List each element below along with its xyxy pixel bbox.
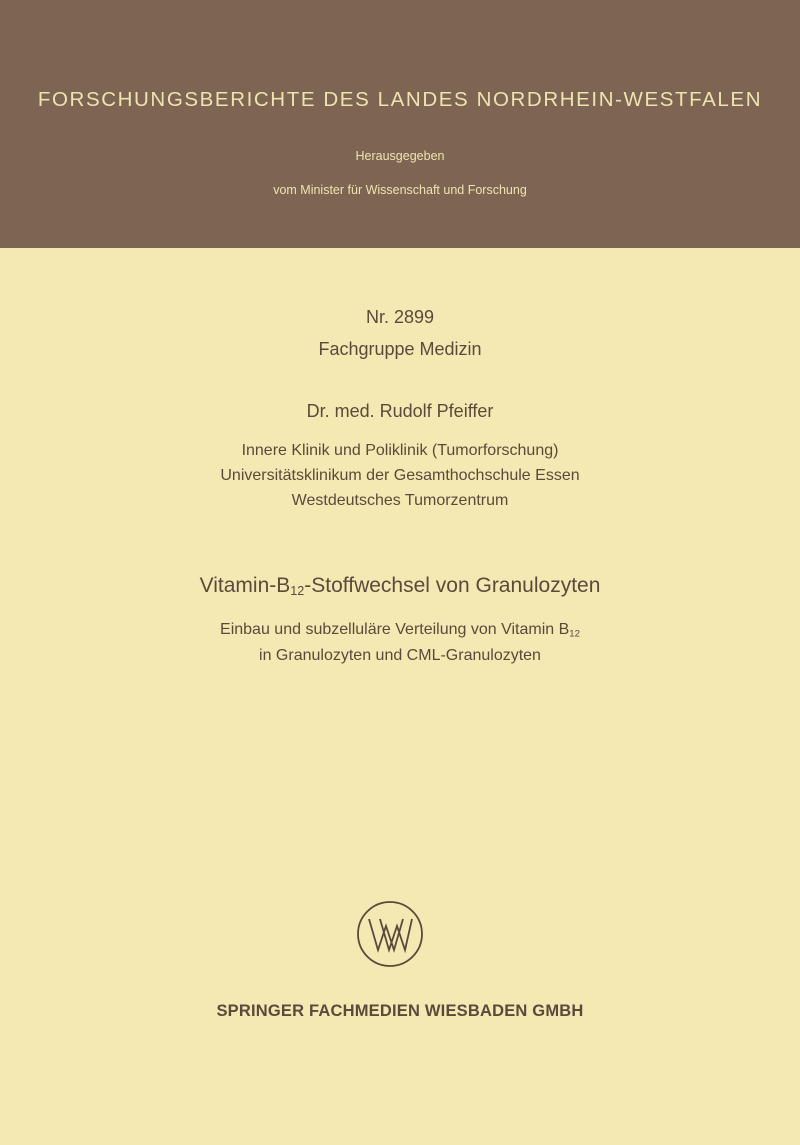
subtitle-part: Einbau und subzelluläre Verteilung von Vitamin B [220, 621, 570, 638]
subtitle-subscript: 12 [569, 628, 580, 640]
header-band [0, 0, 800, 248]
subject-group: Fachgruppe Medizin [318, 339, 482, 359]
title-part: Vitamin-B [199, 574, 291, 597]
series-title: FORSCHUNGSBERICHTE DES LANDES NORDRHEIN-WESTFALEN [37, 88, 763, 111]
title-subscript: 12 [290, 584, 305, 599]
affiliation-line: Westdeutsches Tumorzentrum [291, 492, 509, 509]
affiliation-line: Universitätsklinikum der Gesamthochschule Essen [220, 467, 580, 484]
publisher-name: SPRINGER FACHMEDIEN WIESBADEN GMBH [216, 1002, 584, 1020]
subtitle-line: in Granulozyten und CML-Granulozyten [259, 647, 541, 664]
edited-by: vom Minister für Wissenschaft und Forschung [273, 183, 527, 197]
subtitle-line [0, 621, 800, 639]
book-title [0, 574, 800, 598]
report-number: Nr. 2899 [365, 307, 435, 327]
edited-label: Herausgegeben [355, 149, 445, 163]
title-part: -Stoffwechsel von Granulozyten [304, 574, 601, 597]
affiliation-line: Innere Klinik und Poliklinik (Tumorforschung) [241, 442, 559, 459]
author-name: Dr. med. Rudolf Pfeiffer [306, 401, 494, 421]
publisher-logo [356, 900, 424, 968]
